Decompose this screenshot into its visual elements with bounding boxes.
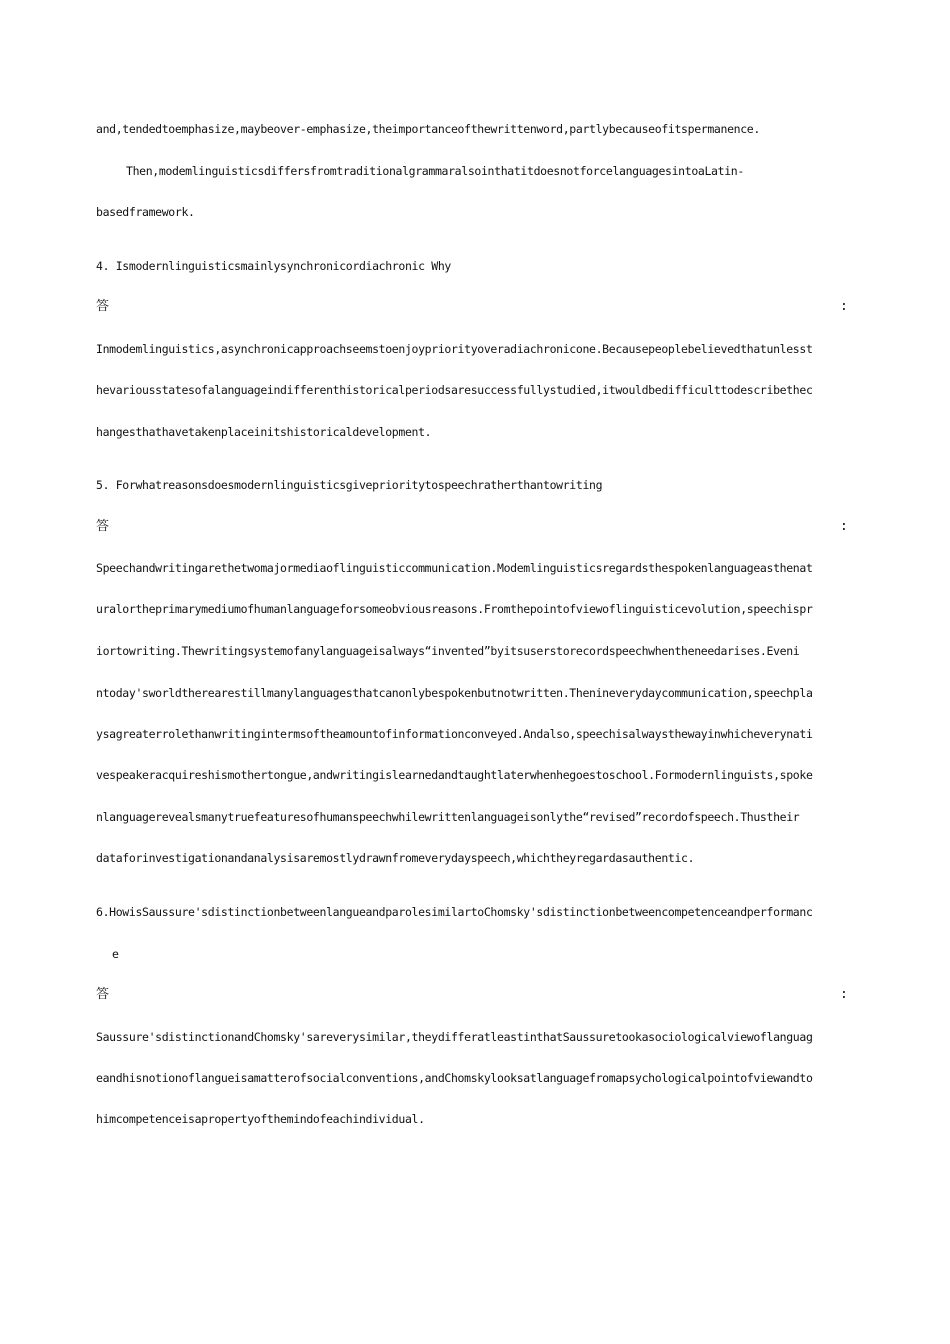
answer-line: eandhisnotionoflangueisamatterofsocialconventions,andChomskylooksatlanguagefromapsychologicalpointofviewandto xyxy=(96,1071,813,1085)
paragraph-line: Then,modemlinguisticsdiffersfromtraditionalgrammaralsointhatitdoesnotforcelanguagesintoaLatin- xyxy=(126,164,744,178)
answer-line: Speechandwritingarethetwomajormediaoflinguisticcommunication.Modemlinguisticsregardsthespokenlanguageasthenat xyxy=(96,561,813,575)
answer-colon: : xyxy=(840,987,848,1002)
answer-label: 答 xyxy=(96,519,110,534)
question-5: 5. Forwhatreasonsdoesmodernlinguisticsgiveprioritytospeechratherthantowriting xyxy=(96,478,603,492)
paragraph-line: basedframework. xyxy=(96,205,195,219)
question-4: 4. Ismodernlinguisticsmainlysynchronicordiachronic Why xyxy=(96,259,451,273)
answer-colon: : xyxy=(840,519,848,534)
answer-line: hevariousstatesofalanguageindifferenthistoricalperiodsaresuccessfullystudied,itwouldbedifficulttodescribethec xyxy=(96,383,813,397)
answer-line: nlanguagerevealsmanytruefeaturesofhumanspeechwhilewrittenlanguageisonlythe“revised”recordofspeech.Thustheir xyxy=(96,810,800,824)
answer-label: 答 xyxy=(96,299,110,314)
answer-line: vespeakeracquireshismothertongue,andwritingislearnedandtaughtlaterwhenhegoestoschool.Formodernlinguists,spoke xyxy=(96,768,813,782)
answer-line: ntoday'sworldtherearestillmanylanguagesthatcanonlybespokenbutnotwritten.Thenineverydaycommunication,speechpla xyxy=(96,686,813,700)
answer-line: Saussure'sdistinctionandChomsky'sareverysimilar,theydifferatleastinthatSaussuretookasociologicalviewoflanguag xyxy=(96,1030,813,1044)
paragraph-line: and,tendedtoemphasize,maybeover-emphasize,theimportanceofthewrittenword,partlybecauseofitspermanence. xyxy=(96,122,760,136)
question-6-continuation: e xyxy=(112,947,119,961)
answer-line: Inmodemlinguistics,asynchronicapproachseemstoenjoypriorityoveradiachronicone.Becausepeoplebelievedthatunlesst xyxy=(96,342,813,356)
answer-colon: : xyxy=(840,299,848,314)
question-6: 6.HowisSaussure'sdistinctionbetweenlangueandparolesimilartoChomsky'sdistinctionbetweencompetenceandperformanc xyxy=(96,905,813,919)
answer-line: dataforinvestigationandanalysisaremostlydrawnfromeverydayspeech,whichtheyregardasauthentic. xyxy=(96,851,695,865)
answer-line: hangesthathavetakenplaceinitshistoricaldevelopment. xyxy=(96,425,432,439)
answer-label: 答 xyxy=(96,987,110,1002)
answer-line: himcompetenceisapropertyofthemindofeachindividual. xyxy=(96,1112,425,1126)
answer-line: iortowriting.Thewritingsystemofanylanguageisalways“invented”byitsuserstorecordspeechwhentheneedarises.Eveni xyxy=(96,644,800,658)
answer-line: uralortheprimarymediumofhumanlanguageforsomeobviousreasons.Fromthepointofviewoflinguisticevolution,speechispr xyxy=(96,602,813,616)
answer-line: ysagreaterrolethanwritingintermsoftheamountofinformationconveyed.Andalso,speechisalwaysthewayinwhicheverynati xyxy=(96,727,813,741)
